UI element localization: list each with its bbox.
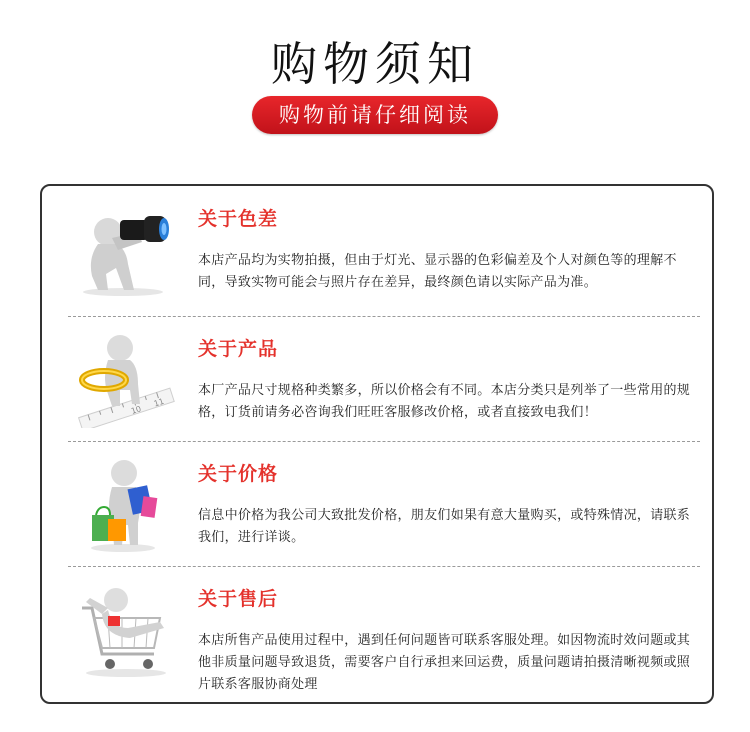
- section-color-difference: [42, 186, 712, 304]
- section-body: 本店产品均为实物拍摄，但由于灯光、显示器的色彩偏差及个人对颜色等的理解不同，导致实物可能会与照片存在差异，最终颜色请以实际产品为准。: [198, 253, 677, 290]
- section-body: 本店所售产品使用过程中，遇到任何问题皆可联系客服处理。如因物流时效问题或其他非质量问题导致退货，需要客户自行承担来回运费，质量问题请拍摄清晰视频或照片联系客服协商处理: [198, 633, 691, 692]
- section-heading: 关于售后: [198, 588, 279, 610]
- section-after-sales: [42, 566, 712, 692]
- notice-card: [40, 184, 714, 704]
- photographer-figure-icon: [68, 198, 178, 298]
- section-heading: 关于价格: [198, 463, 279, 485]
- ruler-number: 10: [129, 404, 143, 416]
- page-title: 购物须知: [271, 37, 479, 91]
- section-body: 信息中价格为我公司大致批发价格，朋友们如果有意大量购买，或特殊情况，请联系我们，进行详谈。: [198, 508, 691, 545]
- section-price: [42, 441, 712, 559]
- section-product: [42, 316, 712, 434]
- figure-with-shopping-bags-icon: [68, 453, 178, 553]
- figure-with-ring-icon: [68, 328, 178, 428]
- ruler-number: 11: [152, 396, 166, 409]
- section-heading: 关于产品: [198, 338, 279, 360]
- section-body: 本厂产品尺寸规格种类繁多，所以价格会有不同。本店分类只是列举了一些常用的规格，订货前请务必咨询我们旺旺客服修改价格，或者直接致电我们！: [198, 383, 691, 420]
- subtitle-banner: 购物前请仔细阅读: [252, 96, 498, 134]
- section-heading: 关于色差: [198, 208, 279, 230]
- figure-in-shopping-cart-icon: [68, 578, 178, 678]
